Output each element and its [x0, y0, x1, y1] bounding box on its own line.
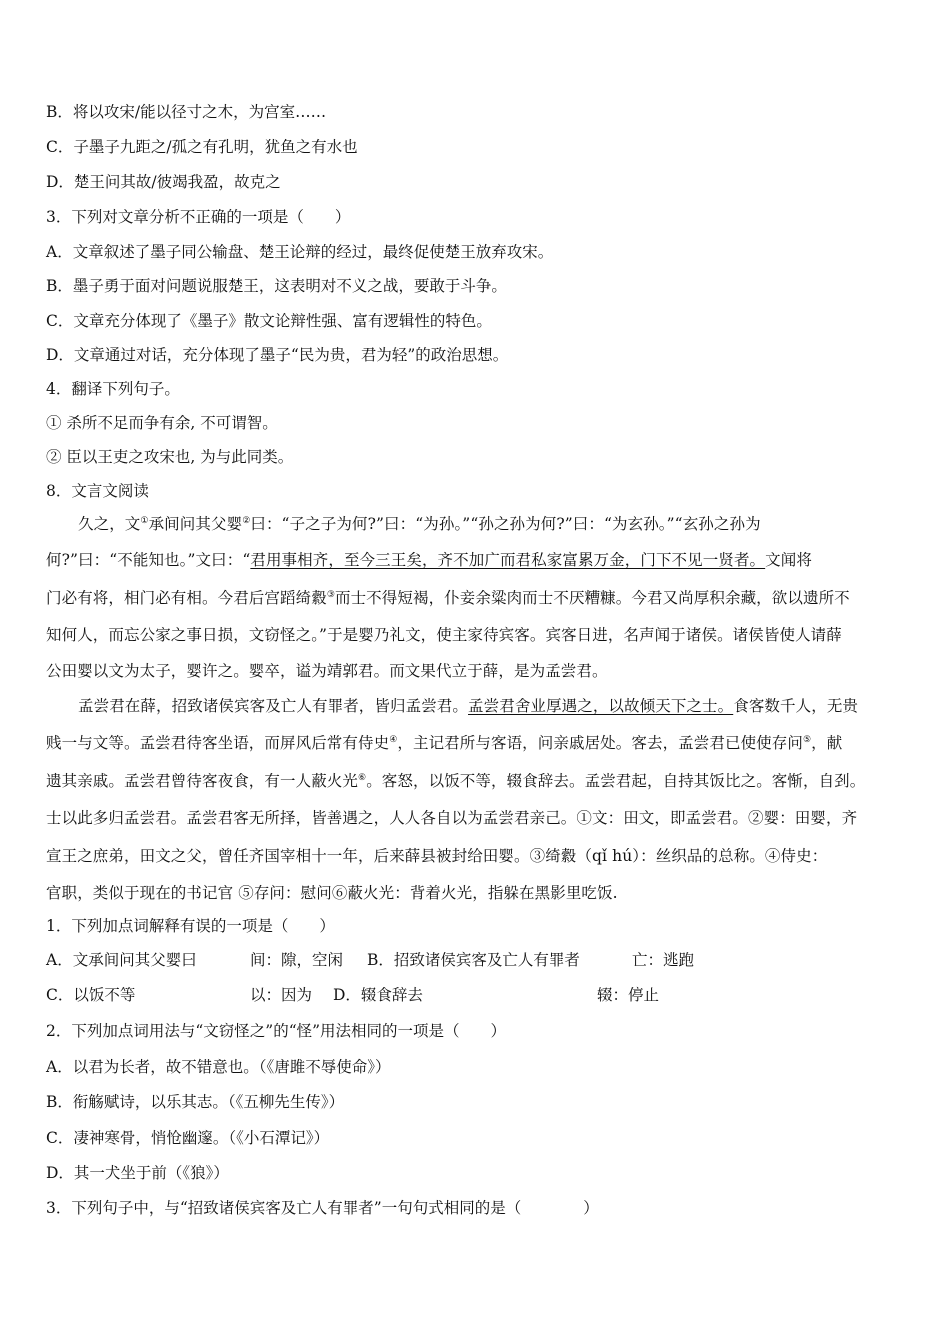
option-d-line: D．楚王问其故/彼竭我盈，故克之 — [46, 173, 281, 191]
q1-option-a: A．文承间问其父婴曰 — [46, 951, 197, 969]
q2-option-b: B．衔觞赋诗，以乐其志。（《五柳先生传》） — [46, 1093, 345, 1111]
q1-option-b-gloss: 亡：逃跑 — [632, 951, 695, 969]
passage-p2-line4: 士以此多归孟尝君。孟尝君客无所择，皆善遇之，人人各自以为孟尝君亲己。①文：田文，即孟尝君。②婴：田婴，齐 — [46, 809, 858, 827]
passage-p1-line3: 门必有将，相门必有相。今君后宫蹈绮縠③而士不得短褐，仆妾余粱肉而士不厌糟糠。今君又尚厚积余藏，欲以遗所不 — [46, 589, 850, 607]
passage-p2-line3: 遗其亲戚。孟尝君曾待客夜食，有一人蔽火光⑥。客怒，以饭不等，辍食辞去。孟尝君起，自持其饭比之。客惭，自刭。 — [46, 772, 866, 790]
q3-option-a: A．文章叙述了墨子同公输盘、楚王论辩的经过，最终促使楚王放弃攻宋。 — [46, 243, 554, 261]
q3-option-c: C．文章充分体现了《墨子》散文论辩性强、富有逻辑性的特色。 — [46, 312, 492, 330]
passage-p2-line1: 孟尝君在薛，招致诸侯宾客及亡人有罪者，皆归孟尝君。孟尝君舍业厚遇之，以故倾天下之士。食客数千人，无贵 — [78, 697, 859, 715]
underlined-sentence-1: 君用事相齐，至今三王矣，齐不加广而君私家富累万金，门下不见一贤者。 — [250, 551, 766, 569]
question-2-stem: 2．下列加点词用法与“文窃怪之”的“怪”用法相同的一项是（ ） — [46, 1022, 507, 1040]
q3-option-d: D．文章通过对话，充分体现了墨子“民为贵，君为轻”的政治思想。 — [46, 346, 509, 364]
passage-p2-line2: 贱一与文等。孟尝君待客坐语，而屏风后常有侍史④，主记君所与客语，问亲戚居处。客去，孟尝君已使使存问⑤，献 — [46, 734, 843, 752]
q3-option-b: B．墨子勇于面对问题说服楚王，这表明对不义之战，要敢于斗争。 — [46, 277, 507, 295]
passage-p2-line5: 宣王之庶弟，田文之父，曾任齐国宰相十一年，后来薛县被封给田婴。③绮縠（qǐ hú）：丝织品的总称。④侍史： — [46, 847, 828, 865]
passage-p1-line4: 知何人，而忘公家之事日损，文窃怪之。”于是婴乃礼文，使主家待宾客。宾客日进，名声闻于诸侯。诸侯皆使人请薛 — [46, 626, 842, 644]
question-4-stem: 4．翻译下列句子。 — [46, 380, 180, 398]
passage-p1-line5: 公田婴以文为太子，婴许之。婴卒，谥为靖郭君。而文果代立于薛，是为孟尝君。 — [46, 662, 608, 680]
option-c-line: C．子墨子九距之/孤之有孔明，犹鱼之有水也 — [46, 138, 358, 156]
translate-sentence-1: ① 杀所不足而争有余, 不可谓智。 — [46, 414, 278, 432]
question-3b-stem: 3．下列句子中，与“招致诸侯宾客及亡人有罪者”一句句式相同的是（ ） — [46, 1199, 599, 1217]
question-1-stem: 1．下列加点词解释有误的一项是（ ） — [46, 917, 335, 935]
passage-p1-line1: 久之，文①承间问其父婴②曰：“子之子为何?”曰：“为孙。”“孙之孙为何?”曰：“为玄孙。”“玄孙之孙为 — [78, 515, 761, 533]
underlined-sentence-2: 孟尝君舍业厚遇之，以故倾天下之士。 — [468, 697, 734, 715]
q1-option-a-gloss: 间：隙，空闲 — [250, 951, 344, 969]
q1-option-d-gloss: 辍：停止 — [597, 986, 660, 1004]
question-3-stem: 3．下列对文章分析不正确的一项是（ ） — [46, 208, 351, 226]
q1-option-c-gloss: 以：因为 — [250, 986, 313, 1004]
option-b-line: B．将以攻宋/能以径寸之木，为宫室…… — [46, 103, 327, 121]
translate-sentence-2: ② 臣以王吏之攻宋也, 为与此同类。 — [46, 448, 294, 466]
q1-option-c: C．以饭不等 — [46, 986, 136, 1004]
q2-option-a: A．以君为长者，故不错意也。（《唐雎不辱使命》） — [46, 1058, 391, 1076]
q2-option-c: C．凄神寒骨，悄怆幽邃。（《小石潭记》） — [46, 1129, 330, 1147]
passage-p2-line6: 官职，类似于现在的书记官 ⑤存问：慰问⑥蔽火光：背着火光，指躲在黑影里吃饭. — [46, 884, 618, 902]
q2-option-d: D．其一犬坐于前（《狼》） — [46, 1164, 229, 1182]
section-8-heading: 8．文言文阅读 — [46, 482, 149, 500]
q1-option-d: D．辍食辞去 — [333, 986, 423, 1004]
q1-option-b: B．招致诸侯宾客及亡人有罪者 — [367, 951, 580, 969]
passage-p1-line2: 何?”曰：“不能知也。”文曰：“君用事相齐，至今三王矣，齐不加广而君私家富累万金，门下不见一贤者。文闻将 — [46, 551, 812, 569]
